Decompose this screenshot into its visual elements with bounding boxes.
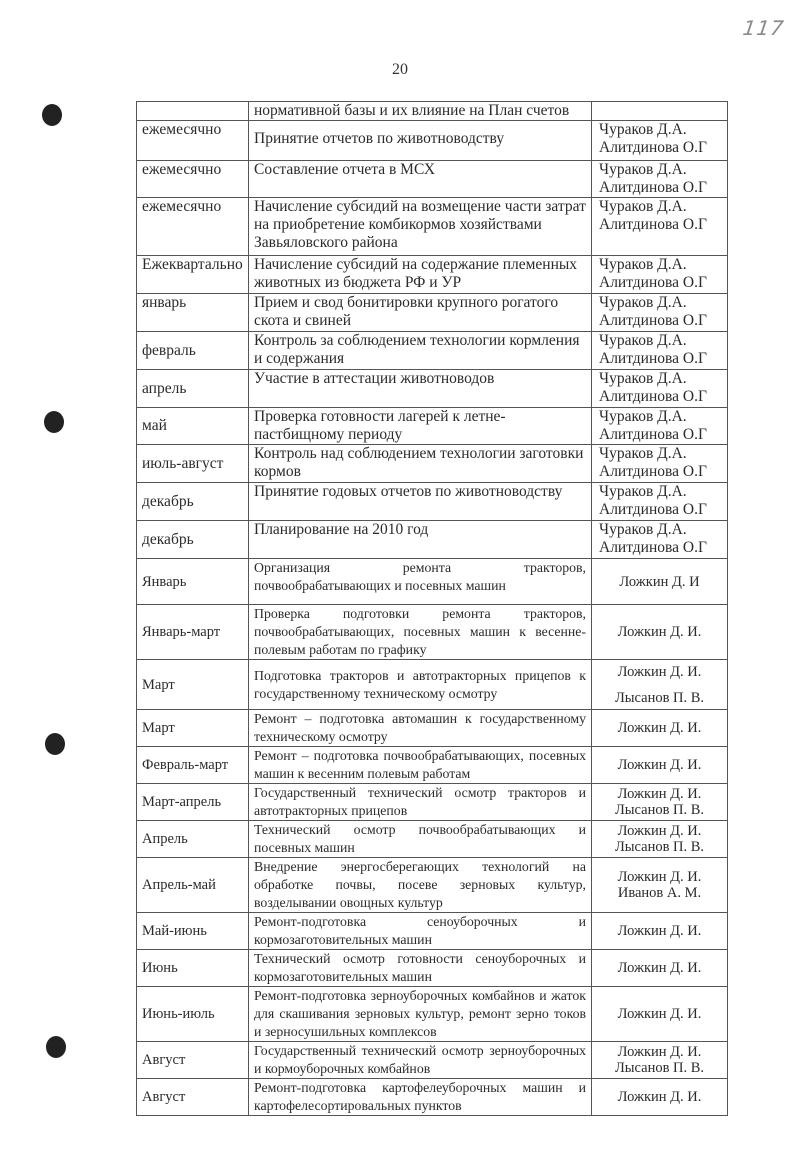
responsible-name: Ложкин Д. И bbox=[619, 573, 700, 590]
page-number: 20 bbox=[392, 61, 408, 78]
task-cell: Принятие годовых отчетов по животноводству bbox=[249, 483, 592, 521]
task-cell: Ремонт-подготовка сеноуборочных и кормозаготовительных машин bbox=[249, 913, 592, 950]
responsible-name: Чураков Д.А. bbox=[599, 294, 687, 311]
task-cell: нормативной базы и их влияние на План счетов bbox=[249, 102, 592, 121]
responsible-cell bbox=[592, 370, 728, 408]
responsible-cell bbox=[592, 987, 728, 1042]
responsible-name: Ложкин Д. И. bbox=[617, 720, 702, 736]
responsible-name: Лысанов П. В. bbox=[614, 839, 705, 855]
task-cell: Контроль за соблюдением технологии кормления и содержания bbox=[249, 332, 592, 370]
responsible-cell bbox=[592, 660, 728, 710]
table-row bbox=[137, 747, 728, 784]
period-cell: февраль bbox=[137, 332, 249, 370]
responsible-name: Ложкин Д. И. bbox=[617, 786, 702, 802]
responsible-name: Алитдинова О.Г bbox=[599, 139, 707, 156]
task-cell: Планирование на 2010 год bbox=[249, 521, 592, 559]
responsible-name: Чураков Д.А. bbox=[599, 198, 687, 215]
responsible-name: Чураков Д.А. bbox=[599, 408, 687, 425]
task-cell: Технический осмотр почвообрабатывающих и посевных машин bbox=[249, 821, 592, 858]
responsible-name: Чураков Д.А. bbox=[599, 121, 687, 138]
responsible-name: Лысанов П. В. bbox=[614, 1060, 705, 1076]
responsible-name: Чураков Д.А. bbox=[599, 445, 687, 462]
responsible-name: Лысанов П. В. bbox=[614, 689, 705, 706]
task-cell: Прием и свод бонитировки крупного рогатого скота и свиней bbox=[249, 294, 592, 332]
responsible-cell bbox=[592, 858, 728, 913]
task-cell: Участие в аттестации животноводов bbox=[249, 370, 592, 408]
table-row bbox=[137, 483, 728, 521]
responsible-cell bbox=[592, 605, 728, 660]
responsible-name: Ложкин Д. И. bbox=[617, 1089, 702, 1105]
responsible-cell bbox=[592, 821, 728, 858]
table-row bbox=[137, 256, 728, 294]
period-cell: Июнь bbox=[137, 950, 249, 987]
period-cell bbox=[137, 102, 249, 121]
responsible-cell bbox=[592, 256, 728, 294]
responsible-cell bbox=[592, 784, 728, 821]
period-cell: декабрь bbox=[137, 521, 249, 559]
period-cell: Май-июнь bbox=[137, 913, 249, 950]
task-cell: Подготовка тракторов и автотракторных прицепов к государственному техническому осмотру bbox=[249, 660, 592, 710]
responsible-cell bbox=[592, 445, 728, 483]
table-row bbox=[137, 950, 728, 987]
responsible-cell bbox=[592, 913, 728, 950]
responsible-name: Алитдинова О.Г bbox=[599, 388, 707, 405]
responsible-cell bbox=[592, 710, 728, 747]
responsible-cell bbox=[592, 198, 728, 256]
responsible-name: Ложкин Д. И. bbox=[617, 1006, 702, 1022]
task-cell: Государственный технический осмотр тракторов и автотракторных прицепов bbox=[249, 784, 592, 821]
responsible-name: Чураков Д.А. bbox=[599, 256, 687, 273]
task-cell: Контроль над соблюдением технологии заготовки кормов bbox=[249, 445, 592, 483]
responsible-cell bbox=[592, 483, 728, 521]
responsible-name: Ложкин Д. И. bbox=[617, 923, 702, 939]
task-cell: Ремонт-подготовка картофелеуборочных машин и картофелесортировальных пунктов bbox=[249, 1079, 592, 1116]
table-row bbox=[137, 559, 728, 605]
table-row bbox=[137, 821, 728, 858]
task-cell: Начисление субсидий на возмещение части затрат на приобретение комбикормов хозяйствами Завьяловского района bbox=[249, 198, 592, 256]
task-cell: Организация ремонта тракторов, почвообрабатывающих и посевных машин bbox=[249, 559, 592, 605]
responsible-cell bbox=[592, 408, 728, 445]
responsible-name: Ложкин Д. И. bbox=[617, 869, 702, 885]
period-cell: Август bbox=[137, 1042, 249, 1079]
task-cell: Государственный технический осмотр зерноуборочных и кормоуборочных комбайнов bbox=[249, 1042, 592, 1079]
responsible-cell bbox=[592, 294, 728, 332]
responsible-name: Чураков Д.А. bbox=[599, 521, 687, 538]
responsible-name: Чураков Д.А. bbox=[599, 332, 687, 349]
responsible-name: Лысанов П. В. bbox=[614, 802, 705, 818]
table-row bbox=[137, 784, 728, 821]
table-row bbox=[137, 198, 728, 256]
responsible-name: Ложкин Д. И. bbox=[617, 823, 702, 839]
task-cell: Внедрение энергосберегающих технологий на обработке почвы, посеве зерновых культур, возделывании овощных культур bbox=[249, 858, 592, 913]
period-cell: ежемесячно bbox=[137, 198, 249, 256]
responsible-cell bbox=[592, 161, 728, 198]
responsible-cell bbox=[592, 102, 728, 121]
responsible-cell bbox=[592, 332, 728, 370]
responsible-cell bbox=[592, 950, 728, 987]
period-cell: Январь-март bbox=[137, 605, 249, 660]
period-cell: июль-август bbox=[137, 445, 249, 483]
task-cell: Принятие отчетов по животноводству bbox=[249, 121, 592, 161]
task-cell: Технический осмотр готовности сеноуборочных и кормозаготовительных машин bbox=[249, 950, 592, 987]
period-cell: Август bbox=[137, 1079, 249, 1116]
table-row bbox=[137, 408, 728, 445]
responsible-name: Ложкин Д. И. bbox=[617, 663, 702, 680]
task-cell: Ремонт-подготовка зерноуборочных комбайнов и жаток для скашивания зерновых культур, ремонт зерно токов и зерносушильных комплексов bbox=[249, 987, 592, 1042]
responsible-name: Чураков Д.А. bbox=[599, 370, 687, 387]
responsible-name: Алитдинова О.Г bbox=[599, 274, 707, 291]
period-cell: январь bbox=[137, 294, 249, 332]
responsible-name: Алитдинова О.Г bbox=[599, 501, 707, 518]
responsible-cell bbox=[592, 1042, 728, 1079]
responsible-name: Алитдинова О.Г bbox=[599, 179, 707, 196]
period-cell: апрель bbox=[137, 370, 249, 408]
task-cell: Ремонт – подготовка автомашин к государственному техническому осмотру bbox=[249, 710, 592, 747]
table-row bbox=[137, 605, 728, 660]
responsible-name: Алитдинова О.Г bbox=[599, 539, 707, 556]
table-row bbox=[137, 121, 728, 161]
table-row bbox=[137, 987, 728, 1042]
table-row bbox=[137, 1079, 728, 1116]
binder-hole bbox=[42, 104, 62, 126]
responsible-cell bbox=[592, 747, 728, 784]
responsible-cell bbox=[592, 1079, 728, 1116]
table-row bbox=[137, 660, 728, 710]
responsible-name: Чураков Д.А. bbox=[599, 161, 687, 178]
period-cell: Апрель-май bbox=[137, 858, 249, 913]
responsible-name: Алитдинова О.Г bbox=[599, 463, 707, 480]
table-row bbox=[137, 858, 728, 913]
period-cell: Февраль-март bbox=[137, 747, 249, 784]
responsible-cell bbox=[592, 521, 728, 559]
period-cell: Март-апрель bbox=[137, 784, 249, 821]
period-cell: Апрель bbox=[137, 821, 249, 858]
period-cell: Июнь-июль bbox=[137, 987, 249, 1042]
period-cell: май bbox=[137, 408, 249, 445]
responsible-name: Алитдинова О.Г bbox=[599, 312, 707, 329]
task-cell: Ремонт – подготовка почвообрабатывающих, посевных машин к весенним полевым работам bbox=[249, 747, 592, 784]
table-row bbox=[137, 102, 728, 121]
table-row bbox=[137, 332, 728, 370]
period-cell: Ежеквартально bbox=[137, 256, 249, 294]
table-row bbox=[137, 370, 728, 408]
binder-hole bbox=[45, 733, 65, 755]
responsible-name: Ложкин Д. И. bbox=[617, 1044, 702, 1060]
responsible-name: Ложкин Д. И. bbox=[617, 757, 702, 773]
responsible-name: Алитдинова О.Г bbox=[599, 216, 707, 233]
period-cell: Январь bbox=[137, 559, 249, 605]
task-cell: Проверка готовности лагерей к летне-пастбищному периоду bbox=[249, 408, 592, 445]
table-row bbox=[137, 445, 728, 483]
table-row bbox=[137, 710, 728, 747]
task-cell: Проверка подготовки ремонта тракторов, почвообрабатывающих, посевных машин к весенне-полевым работам по графику bbox=[249, 605, 592, 660]
responsible-cell bbox=[592, 121, 728, 161]
table-row bbox=[137, 1042, 728, 1079]
period-cell: Март bbox=[137, 660, 249, 710]
task-cell: Составление отчета в МСХ bbox=[249, 161, 592, 198]
responsible-cell bbox=[592, 559, 728, 605]
task-cell: Начисление субсидий на содержание племенных животных из бюджета РФ и УР bbox=[249, 256, 592, 294]
table-row bbox=[137, 161, 728, 198]
period-cell: декабрь bbox=[137, 483, 249, 521]
period-cell: ежемесячно bbox=[137, 121, 249, 161]
binder-hole bbox=[46, 1036, 66, 1058]
period-cell: ежемесячно bbox=[137, 161, 249, 198]
responsible-name: Ложкин Д. И. bbox=[617, 624, 702, 640]
responsible-name: Алитдинова О.Г bbox=[599, 350, 707, 367]
work-plan-table bbox=[136, 101, 728, 1116]
responsible-name: Алитдинова О.Г bbox=[599, 426, 707, 443]
period-cell: Март bbox=[137, 710, 249, 747]
table-row bbox=[137, 521, 728, 559]
table-row bbox=[137, 913, 728, 950]
responsible-name: Иванов А. М. bbox=[617, 885, 702, 901]
table-row bbox=[137, 294, 728, 332]
handwritten-page-number: 117 bbox=[741, 16, 786, 40]
responsible-name: Ложкин Д. И. bbox=[617, 960, 702, 976]
binder-hole bbox=[44, 411, 64, 433]
responsible-name: Чураков Д.А. bbox=[599, 483, 687, 500]
